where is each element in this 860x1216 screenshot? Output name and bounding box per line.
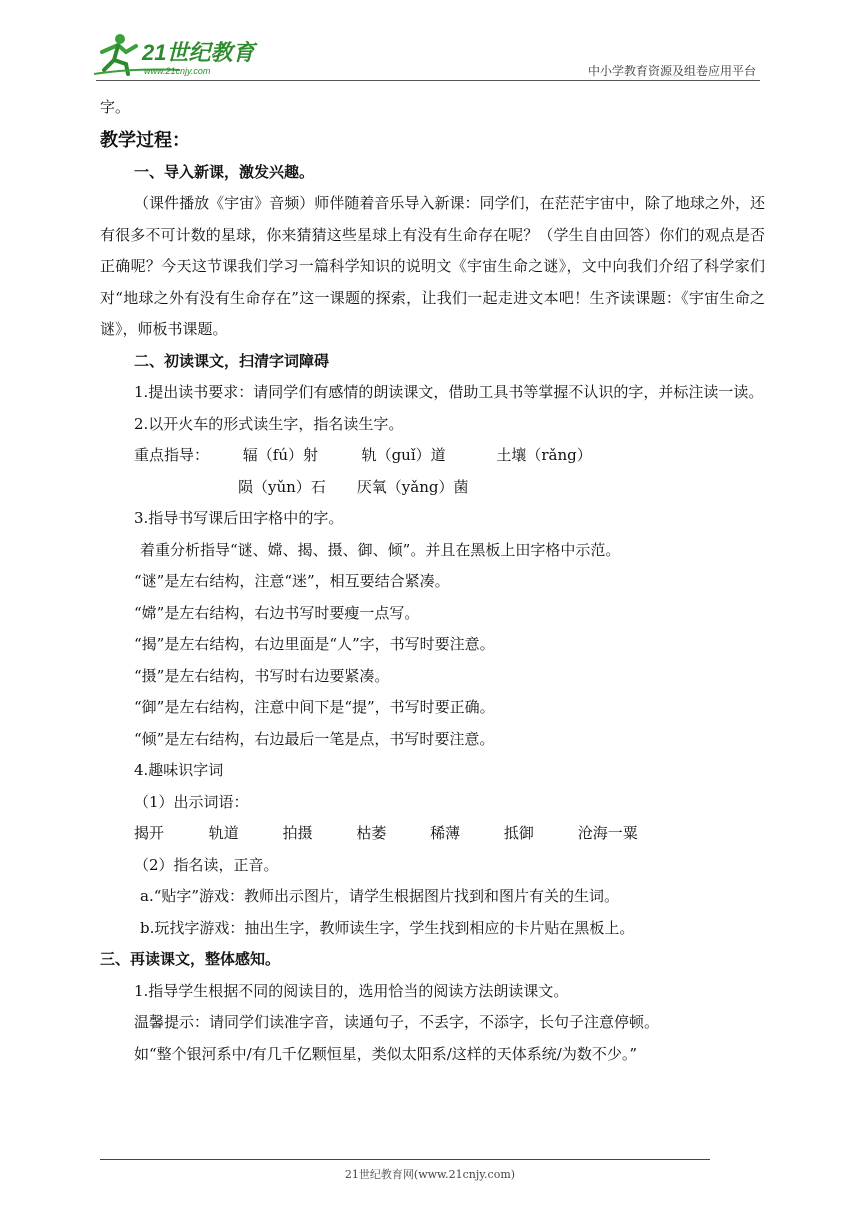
text-line: （2）指名读，正音。 [134, 855, 279, 874]
char-analysis-item: “倾”是左右结构，右边最后一笔是点，书写时要注意。 [134, 729, 495, 748]
svg-text:21世纪教育: 21世纪教育 [142, 40, 255, 65]
char-analysis-item: “揭”是左右结构，右边里面是“人”字，书写时要注意。 [134, 635, 495, 653]
document-body [100, 92, 765, 1070]
page-header [0, 0, 860, 82]
section-heading-process: 教学过程： [100, 129, 190, 151]
text-line: b.玩找字游戏：抽出生字，教师读生字，学生找到相应的卡片贴在黑板上。 [140, 918, 635, 937]
vocab-word: 拍摄 [282, 824, 313, 842]
header-divider [96, 80, 760, 81]
vocab-word: 稀薄 [430, 824, 461, 842]
pinyin-word: 土壤（rǎng） [496, 446, 592, 464]
char-analysis-item: “嫦”是左右结构，右边书写时要瘦一点写。 [134, 603, 420, 622]
svg-text:www.21cnjy.com: www.21cnjy.com [144, 66, 211, 76]
page-footer: 21世纪教育网(www.21cnjy.com) [344, 1168, 516, 1181]
vocab-word: 揭开 [134, 824, 165, 842]
section-title-2: 二、初读课文，扫清字词障碍 [134, 351, 330, 370]
paragraph-reading-requirements: 1.提出读书要求：请同学们有感情的朗读课文，借助工具书等掌握不认识的字，并标注读一读。 [134, 383, 764, 401]
key-guidance-row-1 [100, 440, 765, 472]
footer-divider [100, 1159, 710, 1160]
text-line: 如“整个银河系中/有几千亿颗恒星，类似太阳系/这样的天体系统/为数不少。” [134, 1044, 638, 1063]
pinyin-word: 辐（fú）射 [242, 446, 318, 464]
key-guidance-label: 重点指导： [134, 446, 210, 464]
pinyin-word: 轨（guǐ）道 [361, 446, 446, 464]
section-title-3: 三、再读课文，整体感知。 [100, 950, 281, 968]
text-line: 温馨提示：请同学们读准字音，读通句子，不丢字，不添字，长句子注意停顿。 [134, 1013, 660, 1031]
paragraph-intro: （课件播放《宇宙》音频）师伴随着音乐导入新课：同学们，在茫茫宇宙中，除了地球之外，还有很多不可计数的星球，你来猜猜这些星球上有没有生命存在呢？（学生自由回答）你们的观点是否正确呢？今天这节课我们学习一篇科学知识的说明文《宇宙生命之谜》，文中向我们介绍了科学家们对“地球之外有没有生命存在”这一课题的探索，让我们一起走进文本吧！生齐读课题：《宇宙生命之谜》，师板书课题。 [100, 194, 765, 338]
text-line: a.“贴字”游戏：教师出示图片，请学生根据图片找到和图片有关的生词。 [140, 887, 620, 905]
pinyin-word: 陨（yǔn）石 [238, 477, 326, 496]
vocab-word-row [100, 818, 765, 850]
char-analysis-item: “谜”是左右结构，注意“迷”，相互要结合紧凑。 [134, 572, 450, 590]
text-line: 4.趣味识字词 [134, 761, 224, 779]
key-guidance-row-2 [100, 472, 765, 504]
site-logo [92, 30, 262, 80]
vocab-word: 抵御 [503, 824, 534, 842]
vocab-word: 枯萎 [356, 824, 387, 842]
text-line: 3.指导书写课后田字格中的字。 [134, 509, 344, 527]
char-analysis-item: “御”是左右结构，注意中间下是“提”，书写时要正确。 [134, 698, 495, 716]
text-line: 1.指导学生根据不同的阅读目的，选用恰当的阅读方法朗读课文。 [134, 981, 569, 1000]
vocab-word: 沧海一粟 [577, 824, 638, 842]
text-line: 字。 [100, 98, 131, 116]
text-line: 着重分析指导“谜、嫦、揭、摄、御、倾”。并且在黑板上田字格中示范。 [140, 540, 621, 559]
text-line: 2.以开火车的形式读生字，指名读生字。 [134, 414, 404, 433]
text-line: （1）出示词语： [134, 792, 249, 811]
vocab-word: 轨道 [208, 824, 239, 842]
section-title-1: 一、导入新课，激发兴趣。 [134, 162, 315, 181]
pinyin-word: 厌氧（yǎng）菌 [356, 477, 469, 496]
platform-label: 中小学教育资源及组卷应用平台 [587, 64, 756, 78]
char-analysis-item: “摄”是左右结构，书写时右边要紧凑。 [134, 666, 390, 685]
